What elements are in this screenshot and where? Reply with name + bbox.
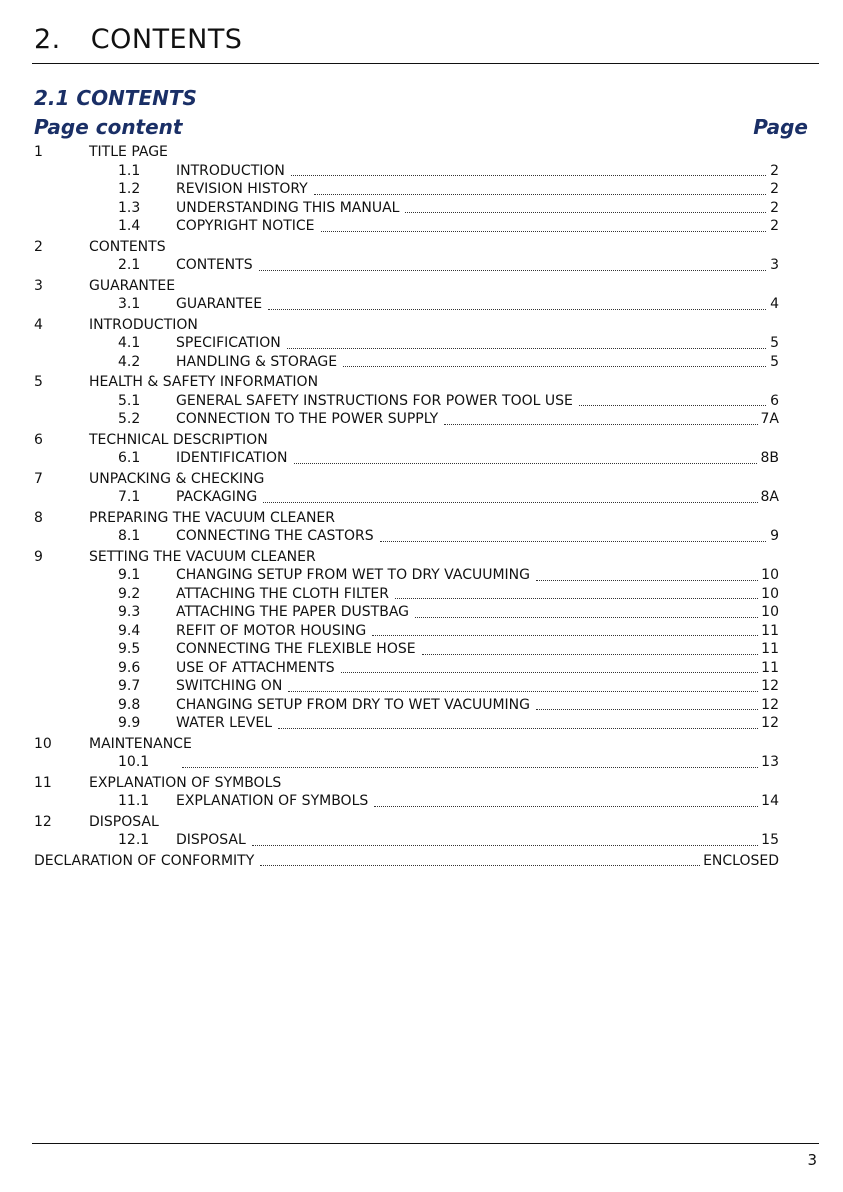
- toc-section-heading: [34, 373, 779, 392]
- toc-section: [34, 316, 779, 372]
- toc-entry-page: 8A: [760, 489, 779, 505]
- toc-entry: [34, 714, 779, 733]
- toc-entry-title: SWITCHING ON: [176, 678, 283, 694]
- toc-entry-number: 12.1: [118, 832, 150, 848]
- toc-entry-page: 10: [761, 567, 779, 583]
- toc-section-number: 3: [34, 277, 43, 294]
- bottom-divider: [32, 1143, 819, 1144]
- toc-section: [34, 373, 779, 429]
- dot-leader: [536, 580, 758, 581]
- toc-section-number: 8: [34, 509, 43, 526]
- toc-entry-number: 3.1: [118, 296, 141, 312]
- toc-entry: [34, 449, 779, 468]
- toc-entry-number: 11.1: [118, 793, 150, 809]
- toc-section: [34, 813, 779, 850]
- toc-entry-page: 13: [761, 754, 779, 770]
- dot-leader: [182, 767, 758, 768]
- toc-entry-page: 3: [770, 257, 779, 273]
- toc-section-number: 10: [34, 735, 52, 752]
- toc-entry: [34, 256, 779, 275]
- dot-leader: [444, 424, 757, 425]
- dot-leader: [321, 231, 766, 232]
- toc-entry: [34, 831, 779, 850]
- toc-entry-number: 5.1: [118, 392, 141, 409]
- toc-section: [34, 143, 779, 236]
- toc-section: [34, 470, 779, 507]
- dot-leader: [343, 366, 766, 367]
- toc-section-heading: [34, 238, 779, 257]
- toc-section-heading: [34, 316, 779, 335]
- dot-leader: [294, 463, 758, 464]
- toc-entry-number: 9.3: [118, 604, 141, 620]
- toc-entry-title: CONTENTS: [176, 257, 253, 273]
- toc-entry-page: 11: [761, 622, 779, 639]
- toc-entry-number: 9.6: [118, 659, 141, 676]
- toc-section-heading: [34, 548, 779, 567]
- dot-leader: [278, 728, 758, 729]
- toc-entry-number: 9.5: [118, 641, 141, 657]
- toc-entry-title: DISPOSAL: [176, 832, 246, 848]
- toc-entry-title: ATTACHING THE PAPER DUSTBAG: [176, 604, 410, 620]
- toc-section-heading: [34, 774, 779, 793]
- toc-section-number: 11: [34, 774, 52, 791]
- toc-section-title: TITLE PAGE: [89, 144, 168, 160]
- toc-section-title: TECHNICAL DESCRIPTION: [89, 431, 268, 448]
- toc-entry: [34, 753, 779, 772]
- dot-leader: [415, 617, 758, 618]
- toc-entry-page: 10: [761, 585, 779, 602]
- toc-section-title: INTRODUCTION: [89, 316, 198, 333]
- toc-entry-number: 5.2: [118, 411, 141, 427]
- toc-entry-number: 1.1: [118, 162, 141, 179]
- toc-section-title: DISPOSAL: [89, 813, 159, 830]
- page-title-number: 2.: [34, 24, 61, 55]
- toc-entry-page: 2: [770, 199, 779, 216]
- toc-entry-number: 1.4: [118, 218, 141, 234]
- toc-section-number: 9: [34, 548, 43, 565]
- dot-leader: [287, 348, 766, 349]
- toc-section: [34, 548, 779, 733]
- toc-entry: [34, 640, 779, 659]
- toc-declaration-entry: [34, 852, 779, 871]
- toc-entry-title: GENERAL SAFETY INSTRUCTIONS FOR POWER TOOL USE: [176, 392, 573, 409]
- toc-entry-page: 9: [770, 528, 779, 544]
- toc-entry-page: 10: [761, 604, 779, 620]
- toc-section-title: EXPLANATION OF SYMBOLS: [89, 774, 282, 791]
- toc-entry-number: 1.2: [118, 181, 141, 197]
- toc-section-number: 4: [34, 316, 43, 333]
- toc-entry-number: 4.1: [118, 335, 141, 351]
- toc-entry-number: 9.1: [118, 567, 141, 583]
- toc-entry-page: 2: [770, 218, 779, 234]
- toc-entry-number: 9.8: [118, 696, 141, 713]
- section-subtitle: 2.1 CONTENTS: [34, 86, 197, 110]
- toc-entry-page: 12: [761, 696, 779, 713]
- dot-leader: [405, 212, 766, 213]
- dot-leader: [288, 691, 758, 692]
- toc-entry-page: 2: [770, 162, 779, 179]
- toc-section-title: PREPARING THE VACUUM CLEANER: [89, 509, 335, 526]
- toc-entry-title: CHANGING SETUP FROM DRY TO WET VACUUMING: [176, 696, 530, 713]
- page-title-text: CONTENTS: [90, 24, 243, 55]
- dot-leader: [252, 845, 758, 846]
- toc-entry-page: 12: [761, 715, 779, 731]
- dot-leader: [263, 502, 757, 503]
- toc-entry-number: 7.1: [118, 489, 141, 505]
- toc-entry-page: 4: [770, 296, 779, 312]
- toc-section: [34, 238, 779, 275]
- toc-entry: [34, 392, 779, 411]
- toc-section-heading: [34, 431, 779, 450]
- toc-entry-title: COPYRIGHT NOTICE: [176, 218, 315, 234]
- top-divider: [32, 63, 819, 64]
- toc-section-heading: [34, 143, 779, 162]
- toc-entry-title: CONNECTING THE CASTORS: [176, 528, 374, 544]
- dot-leader: [259, 270, 766, 271]
- toc-entry-number: 9.2: [118, 585, 141, 602]
- toc-section-number: 1: [34, 144, 43, 160]
- toc-section-number: 12: [34, 813, 52, 830]
- dot-leader: [314, 194, 766, 195]
- dot-leader: [291, 175, 766, 176]
- page-number: 3: [807, 1151, 817, 1169]
- toc-entry: [34, 334, 779, 353]
- toc-section-heading: [34, 735, 779, 754]
- toc-entry-number: 4.2: [118, 353, 141, 370]
- toc-entry-title: CONNECTING THE FLEXIBLE HOSE: [176, 641, 416, 657]
- toc-entry-title: CONNECTION TO THE POWER SUPPLY: [176, 411, 439, 427]
- toc-entry: [34, 162, 779, 181]
- toc-entry-page: 5: [770, 353, 779, 370]
- toc-section-heading: [34, 470, 779, 489]
- toc-column-headers: [34, 115, 808, 139]
- dot-leader: [268, 309, 766, 310]
- toc-entry: [34, 217, 779, 236]
- toc-entry-page: 6: [770, 392, 779, 409]
- toc-section-title: MAINTENANCE: [89, 735, 192, 752]
- toc-entry: [34, 488, 779, 507]
- toc-entry: [34, 677, 779, 696]
- toc-section-title: CONTENTS: [89, 238, 166, 255]
- toc-section-number: 6: [34, 431, 43, 448]
- toc-section-heading: [34, 509, 779, 528]
- toc-entry: [34, 527, 779, 546]
- toc-section-number: 5: [34, 374, 43, 390]
- dot-leader: [395, 598, 758, 599]
- toc-entry-page: 8B: [760, 450, 779, 466]
- toc-entry-title: ATTACHING THE CLOTH FILTER: [176, 585, 389, 602]
- toc-entry-page: 11: [761, 641, 779, 657]
- toc-entry-page: 5: [770, 335, 779, 351]
- toc-section-title: GUARANTEE: [89, 277, 176, 294]
- toc-entry-title: SPECIFICATION: [176, 335, 281, 351]
- toc-section-title: SETTING THE VACUUM CLEANER: [89, 548, 316, 565]
- toc-entry: [34, 566, 779, 585]
- toc-entry-number: 1.3: [118, 199, 141, 216]
- toc-section-heading: [34, 277, 779, 296]
- toc-entry-page: 2: [770, 181, 779, 197]
- toc-entry-title: WATER LEVEL: [176, 715, 273, 731]
- toc-entry-title: EXPLANATION OF SYMBOLS: [176, 793, 369, 809]
- toc-entry-title: USE OF ATTACHMENTS: [176, 659, 335, 676]
- toc-section-title: HEALTH & SAFETY INFORMATION: [89, 374, 319, 390]
- toc-entry: [34, 410, 779, 429]
- toc-entry: [34, 603, 779, 622]
- toc-entry-title: IDENTIFICATION: [176, 450, 288, 466]
- toc-entry-title: UNDERSTANDING THIS MANUAL: [176, 199, 400, 216]
- dot-leader: [341, 672, 758, 673]
- toc-section: [34, 277, 779, 314]
- toc-entry: [34, 792, 779, 811]
- toc-entry-number: 9.9: [118, 715, 141, 731]
- toc-entry: [34, 353, 779, 372]
- toc-entry: [34, 696, 779, 715]
- dot-leader: [422, 654, 759, 655]
- declaration-title: DECLARATION OF CONFORMITY: [34, 852, 255, 869]
- dot-leader: [372, 635, 758, 636]
- toc-entry-number: 8.1: [118, 528, 141, 544]
- toc-entry-title: PACKAGING: [176, 489, 258, 505]
- toc-entry-title: REFIT OF MOTOR HOUSING: [176, 622, 367, 639]
- toc-section-title: UNPACKING & CHECKING: [89, 470, 265, 487]
- toc-entry-page: 14: [761, 793, 779, 809]
- declaration-page: ENCLOSED: [703, 852, 779, 869]
- toc-entry-page: 7A: [760, 411, 779, 427]
- toc-entry-page: 11: [761, 659, 779, 676]
- toc-section: [34, 431, 779, 468]
- toc-section: [34, 735, 779, 772]
- toc-entry-title: GUARANTEE: [176, 296, 263, 312]
- dot-leader: [380, 541, 766, 542]
- toc-entry-title: HANDLING & STORAGE: [176, 353, 338, 370]
- toc-entry-number: 6.1: [118, 450, 141, 466]
- toc-entry-number: 2.1: [118, 257, 141, 273]
- toc-entry-number: 10.1: [118, 754, 150, 770]
- page-title: [34, 26, 242, 53]
- toc-entry-number: 9.7: [118, 678, 141, 694]
- toc-entry-title: INTRODUCTION: [176, 162, 285, 179]
- toc-section-number: 2: [34, 238, 43, 255]
- dot-leader: [536, 709, 758, 710]
- dot-leader: [260, 865, 700, 866]
- toc-entry: [34, 180, 779, 199]
- toc-entry: [34, 659, 779, 678]
- toc-entry: [34, 622, 779, 641]
- column-header-page: Page: [753, 115, 808, 139]
- toc-section-heading: [34, 813, 779, 832]
- dot-leader: [579, 405, 766, 406]
- dot-leader: [374, 806, 758, 807]
- toc-entry: [34, 295, 779, 314]
- toc-entry: [34, 585, 779, 604]
- toc-entry: [34, 199, 779, 218]
- table-of-contents: [34, 143, 779, 870]
- toc-entry-number: 9.4: [118, 622, 141, 639]
- toc-entry-page: 12: [761, 678, 779, 694]
- toc-section: [34, 774, 779, 811]
- toc-section: [34, 509, 779, 546]
- toc-entry-title: CHANGING SETUP FROM WET TO DRY VACUUMING: [176, 567, 530, 583]
- toc-entry-title: REVISION HISTORY: [176, 181, 308, 197]
- column-header-content: Page content: [34, 115, 183, 139]
- toc-section-number: 7: [34, 470, 43, 487]
- toc-entry-page: 15: [761, 832, 779, 848]
